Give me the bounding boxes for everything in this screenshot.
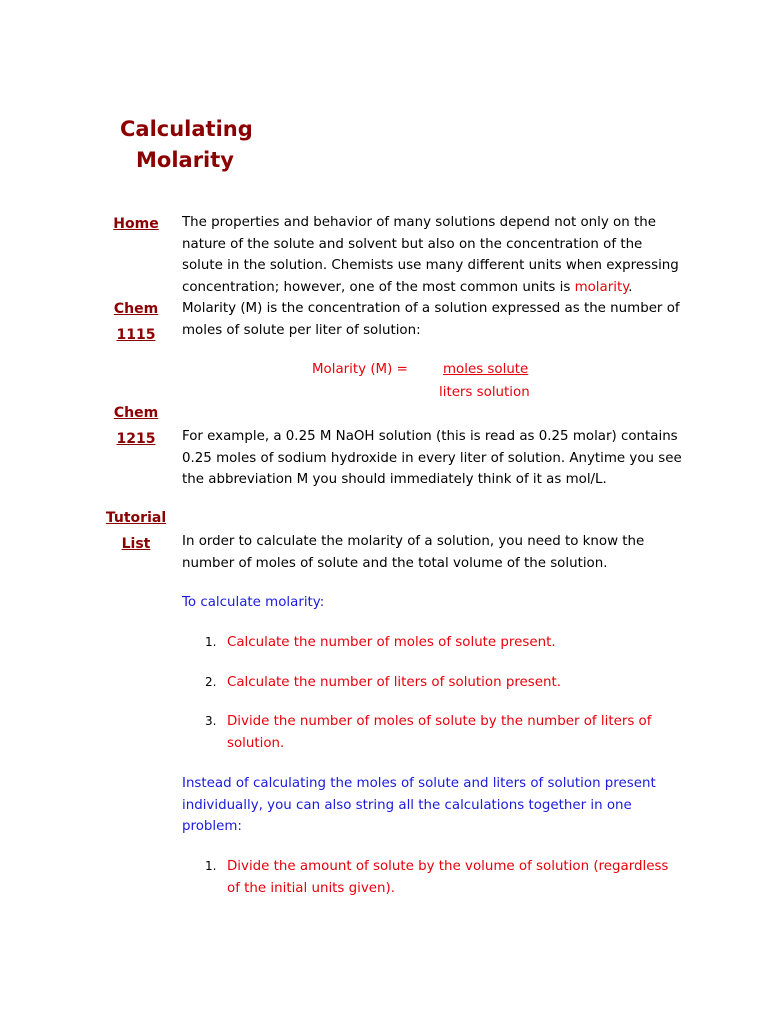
- nav-link-chem-1115[interactable]: [95, 296, 177, 348]
- example-paragraph: For example, a 0.25 M NaOH solution (this is read as 0.25 molar) contains 0.25 moles of sodium hydroxide in every liter of solution. Anytime you see the abbreviation M you should immediately think of it as mol/L.: [182, 429, 682, 487]
- nav-link-tutorial-list[interactable]: [95, 505, 177, 557]
- list-item-number: 1.: [205, 635, 217, 649]
- nav-link-chem-1115-line-2: 1115: [116, 327, 156, 343]
- nav-link-tutorial-list-line-1: Tutorial: [105, 510, 167, 526]
- list-item-text: Calculate the number of moles of solute present.: [227, 635, 556, 650]
- molarity-term: molarity: [574, 279, 629, 295]
- formula-lhs: Molarity (M) =: [312, 362, 408, 377]
- nav-link-chem-1215[interactable]: [95, 400, 177, 452]
- page-title-line-1: Calculating: [120, 117, 253, 141]
- list-item-text: Divide the amount of solute by the volume of solution (regardless of the initial units given).: [227, 859, 669, 896]
- formula-denominator: liters solution: [439, 385, 530, 400]
- intro-paragraph: [182, 212, 682, 341]
- nav-link-chem-1115-line-1: Chem: [113, 301, 159, 317]
- list-item-text: Divide the number of moles of solute by the number of liters of solution.: [227, 714, 652, 751]
- intro-text-after: . Molarity (M) is the concentration of a solution expressed as the number of moles of solute per liter of solution:: [182, 279, 680, 338]
- steps-heading: To calculate molarity:: [182, 595, 325, 610]
- nav-link-chem-1215-line-2: 1215: [116, 431, 156, 447]
- page-title: [120, 114, 253, 176]
- nav-link-tutorial-list-line-2: List: [121, 536, 151, 552]
- list-item-number: 1.: [205, 859, 217, 873]
- molarity-formula: [312, 362, 552, 408]
- nav-link-home-label: Home: [113, 216, 159, 232]
- list-item-text: Calculate the number of liters of solution present.: [227, 675, 561, 690]
- nav-link-chem-1215-line-1: Chem: [113, 405, 159, 421]
- list-item-number: 3.: [205, 714, 217, 728]
- alternative-paragraph: Instead of calculating the moles of solute and liters of solution present individually, you can also string all the calculations together in one problem:: [182, 776, 656, 834]
- nav-link-home[interactable]: [95, 211, 177, 237]
- formula-numerator: moles solute: [443, 362, 529, 377]
- list-item-number: 2.: [205, 675, 217, 689]
- intro-text-before: The properties and behavior of many solutions depend not only on the nature of the solute and solvent but also on the concentration of the solute in the solution. Chemists use many different units when expressing concentration; however, one of the most common units is: [182, 215, 679, 295]
- order-paragraph: In order to calculate the molarity of a solution, you need to know the number of moles of solute and the total volume of the solution.: [182, 534, 645, 571]
- page-title-line-2: Molarity: [136, 148, 234, 172]
